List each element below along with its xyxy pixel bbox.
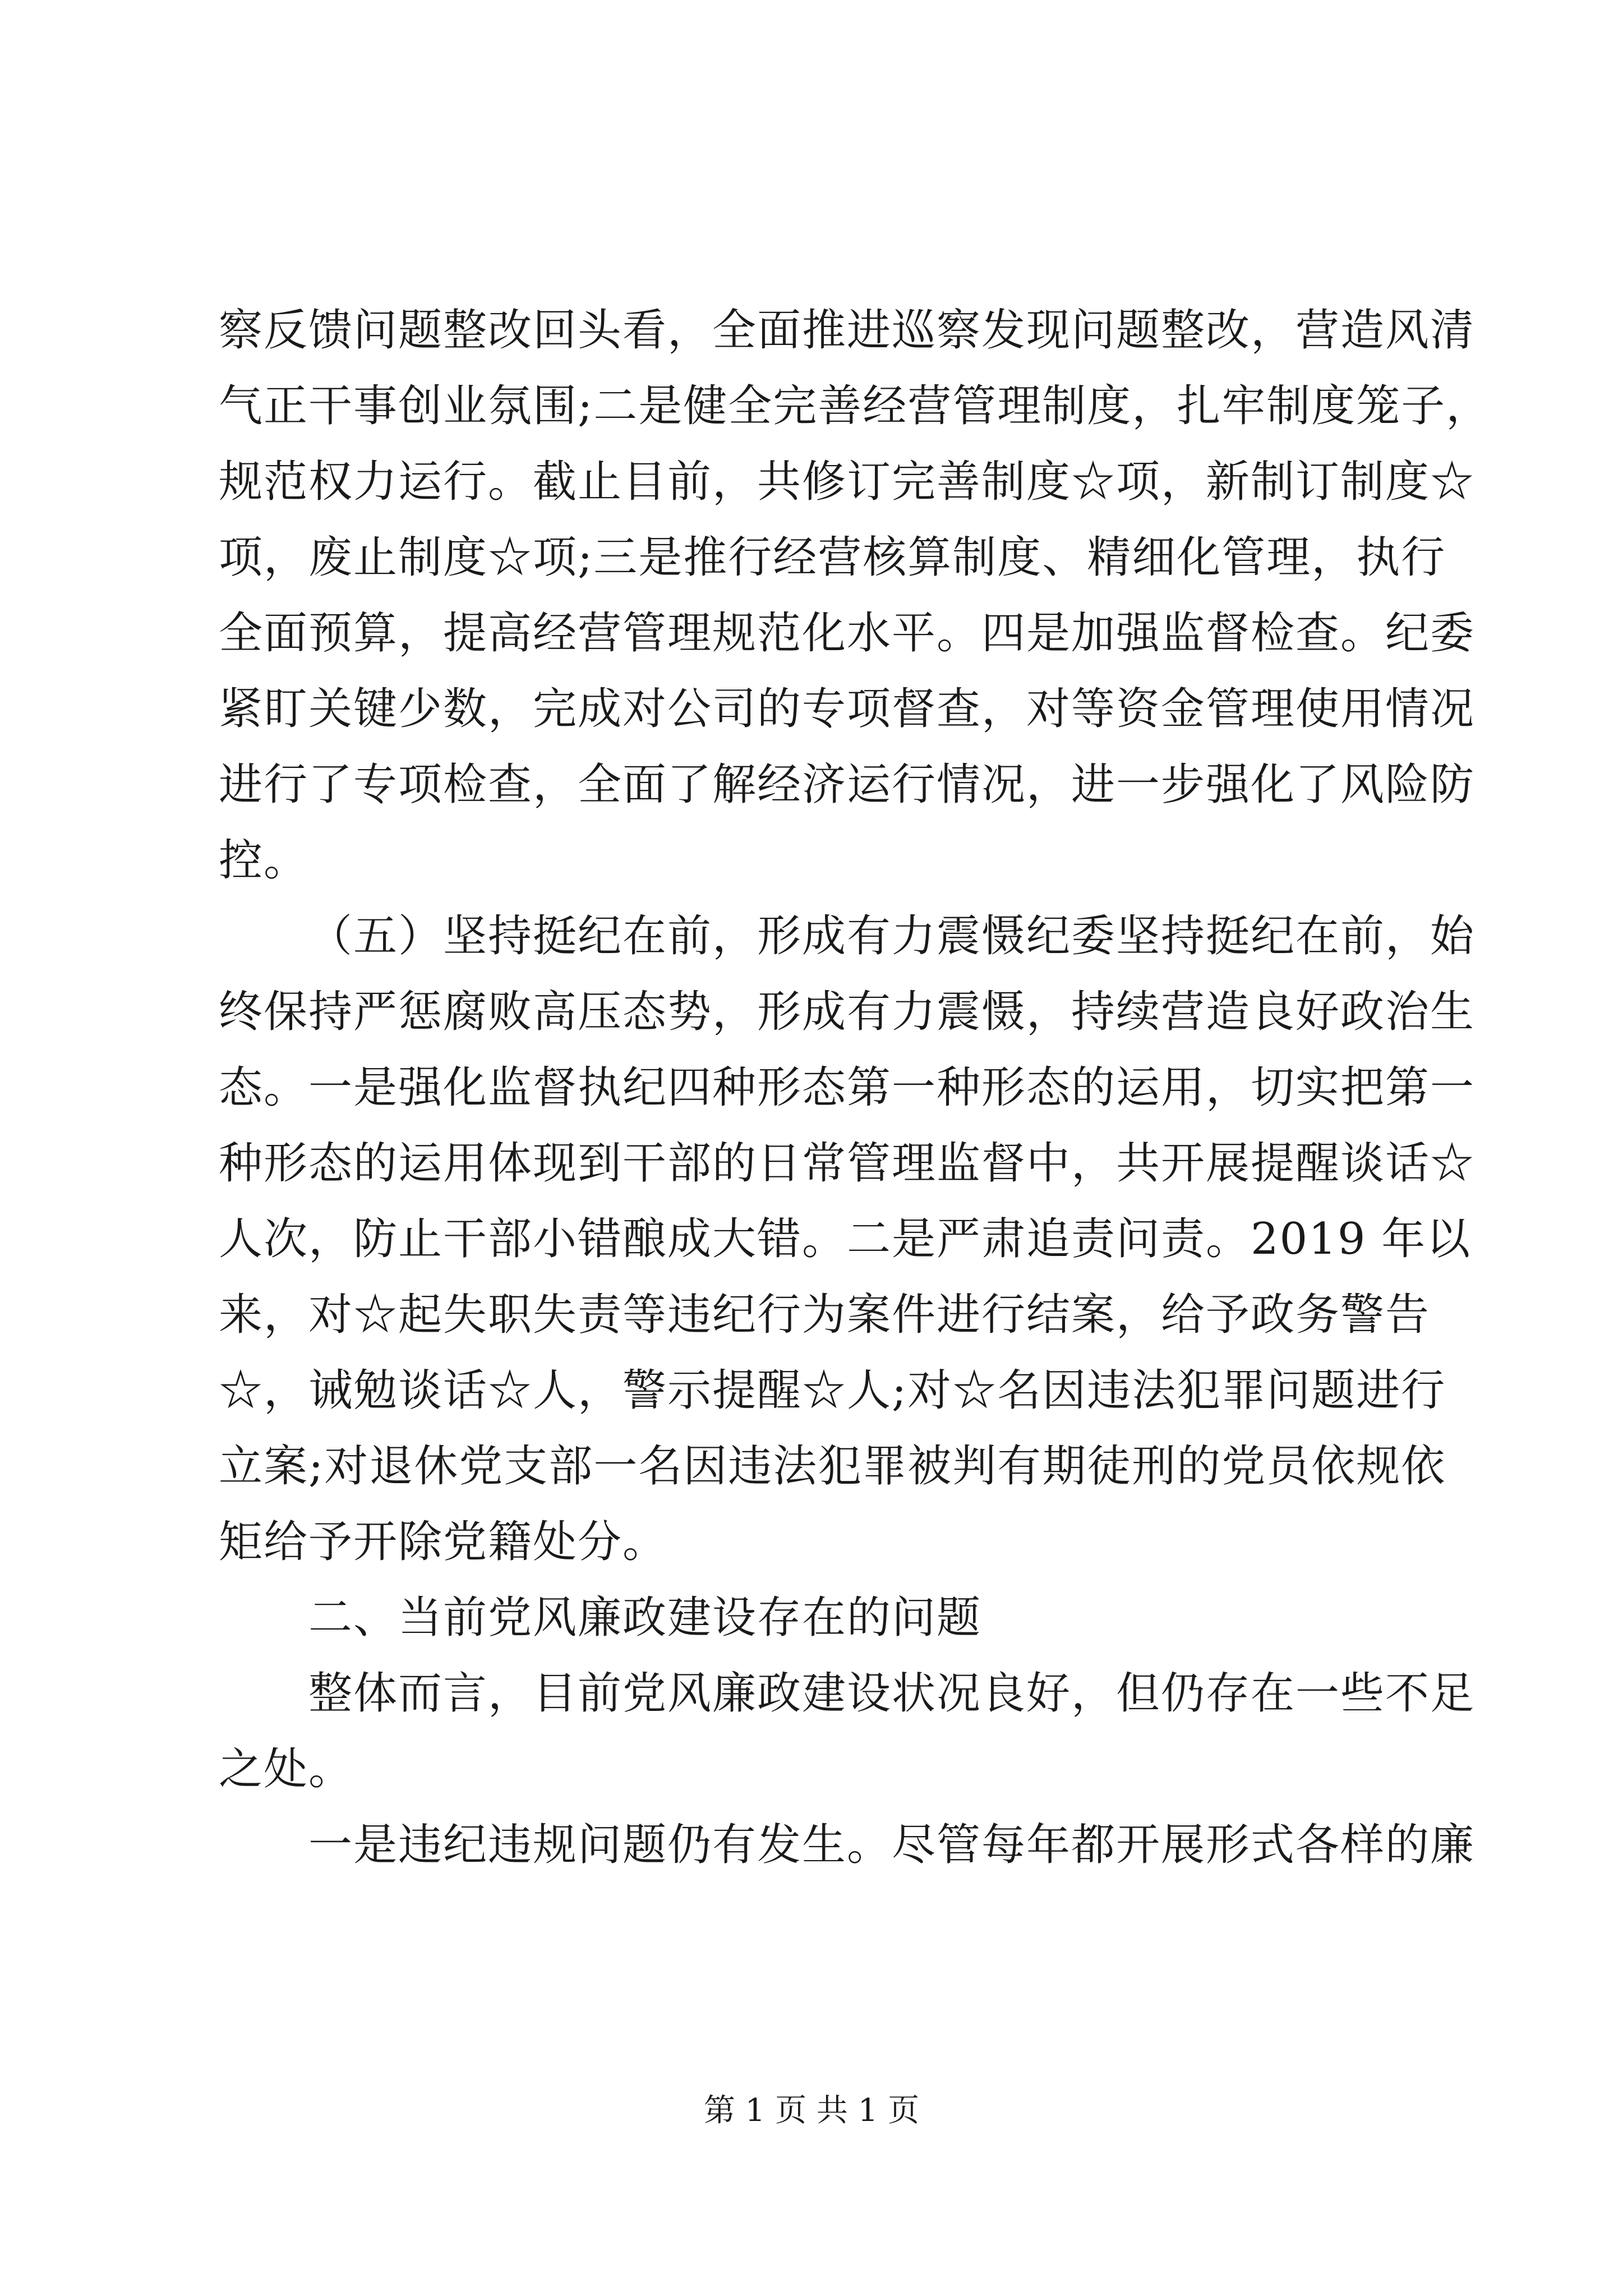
text-line: 矩给予开除党籍处分。 <box>219 1517 668 1567</box>
section-heading: 二、当前党风廉政建设存在的问题 <box>308 1593 982 1643</box>
text-line: 种形态的运用体现到干部的日常管理监督中，共开展提醒谈话☆ <box>219 1138 1476 1189</box>
text-line: 控。 <box>219 835 309 886</box>
text-line: 全面预算，提高经营管理规范化水平。四是加强监督检查。纪委 <box>219 608 1476 659</box>
text-line: 察反馈问题整改回头看，全面推进巡察发现问题整改，营造风清 <box>219 305 1476 356</box>
text-line: 紧盯关键少数，完成对公司的专项督查，对等资金管理使用情况 <box>219 684 1476 734</box>
text-line: 之处。 <box>219 1744 354 1795</box>
page-number: 第 1 页 共 1 页 <box>703 2092 920 2129</box>
text-line: 气正干事创业氛围;二是健全完善经营管理制度，扎牢制度笼子， <box>219 381 1491 431</box>
text-line: 规范权力运行。截止目前，共修订完善制度☆项，新制订制度☆ <box>219 457 1476 507</box>
text-line: 态。一是强化监督执纪四种形态第一种形态的运用，切实把第一 <box>219 1062 1476 1113</box>
text-line: 一是违纪违规问题仍有发生。尽管每年都开展形式各样的廉 <box>308 1820 1476 1870</box>
text-line: ☆，诫勉谈话☆人，警示提醒☆人;对☆名因违法犯罪问题进行 <box>219 1365 1446 1416</box>
text-line: 终保持严惩腐败高压态势，形成有力震慑，持续营造良好政治生 <box>219 987 1476 1037</box>
text-line: 人次，防止干部小错酿成大错。二是严肃追责问责。2019 年以 <box>219 1214 1472 1264</box>
text-line: （五）坚持挺纪在前，形成有力震慑纪委坚持挺纪在前，始 <box>308 911 1476 961</box>
text-line: 立案;对退休党支部一名因违法犯罪被判有期徒刑的党员依规依 <box>219 1441 1446 1492</box>
text-line: 整体而言，目前党风廉政建设状况良好，但仍存在一些不足 <box>308 1668 1476 1719</box>
text-line: 项，废止制度☆项;三是推行经营核算制度、精细化管理，执行 <box>219 532 1446 583</box>
text-line: 来，对☆起失职失责等违纪行为案件进行结案，给予政务警告 <box>219 1290 1431 1340</box>
text-line: 进行了专项检查，全面了解经济运行情况，进一步强化了风险防 <box>219 760 1476 810</box>
